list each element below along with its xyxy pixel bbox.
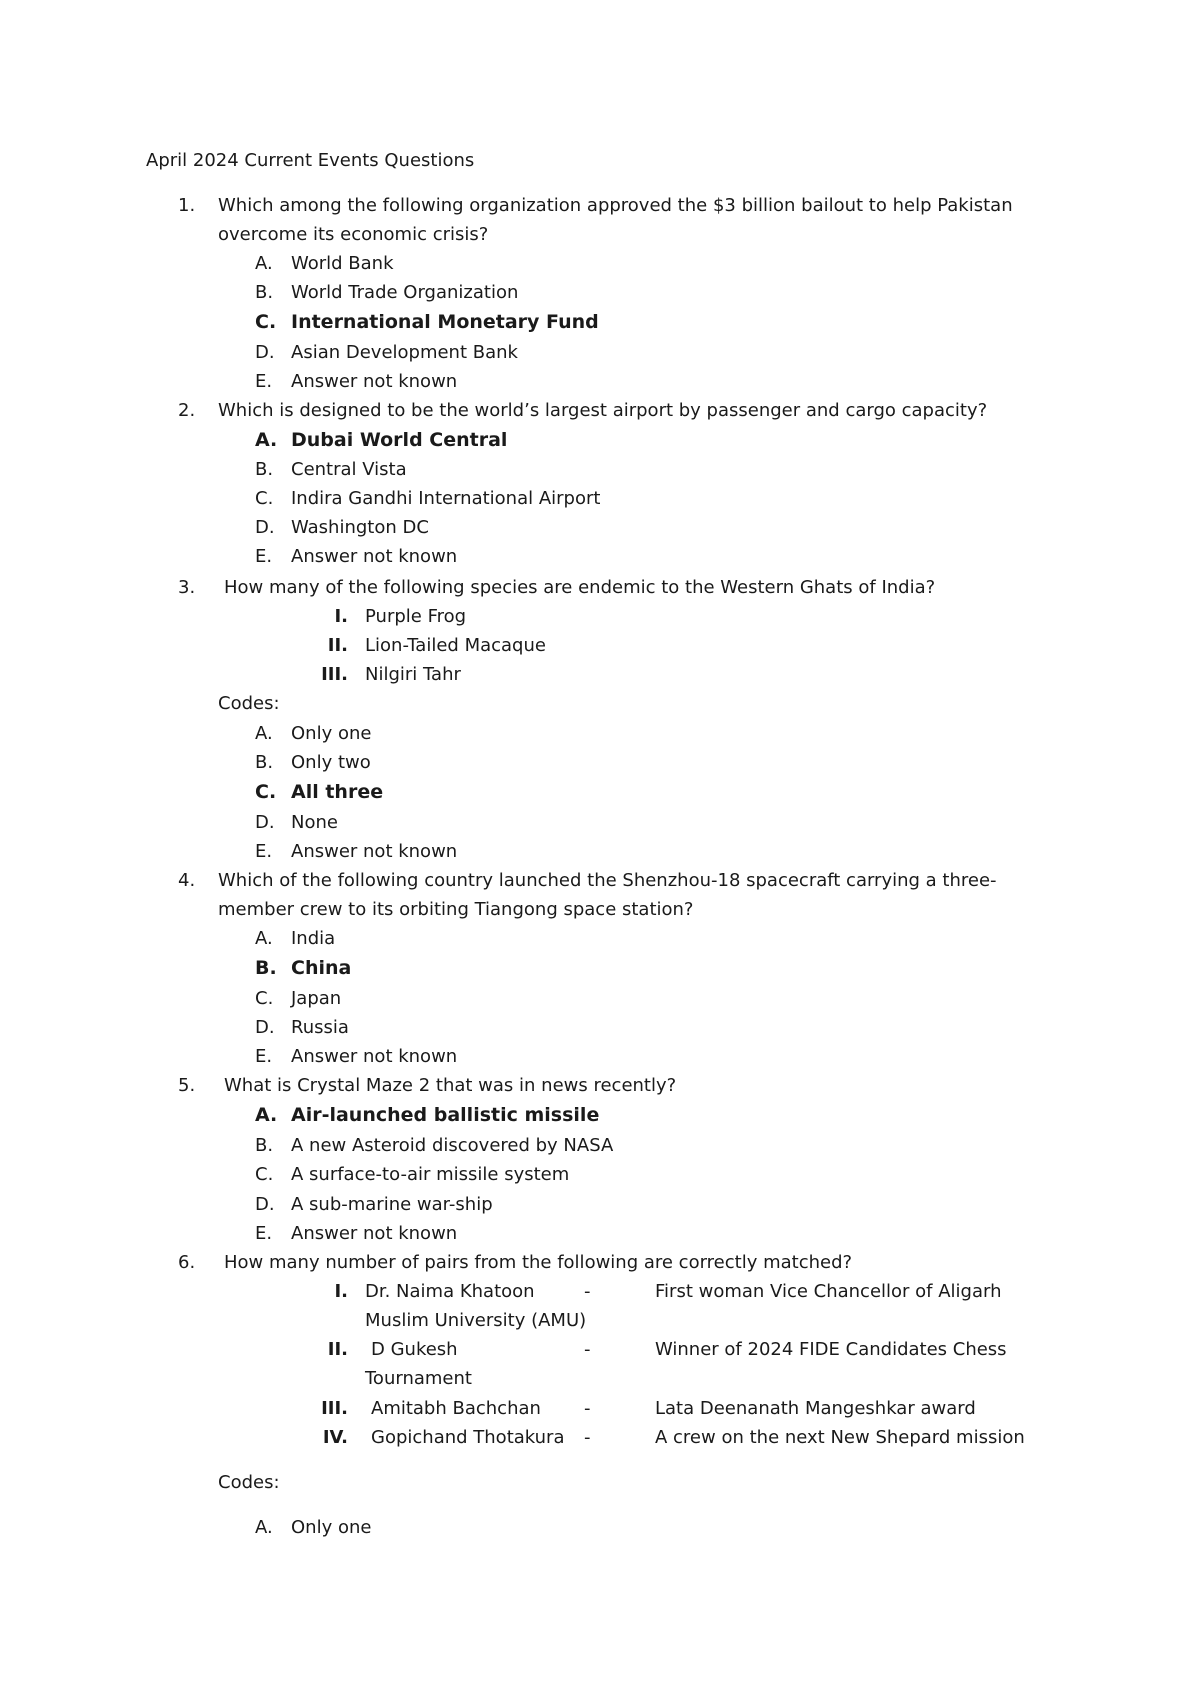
q4-option-d-letter: D. <box>255 1017 275 1038</box>
document-title: April 2024 Current Events Questions <box>146 150 475 171</box>
q3-option-c-letter: C. <box>255 781 277 803</box>
q5-option-a-letter: A. <box>255 1104 278 1126</box>
q2-option-c-letter: C. <box>255 488 274 509</box>
q2-option-d-letter: D. <box>255 517 275 538</box>
q6-pair-i-dash: - <box>584 1281 591 1302</box>
q5-option-e: Answer not known <box>291 1223 458 1244</box>
q3-item-i: Purple Frog <box>365 606 467 627</box>
q3-text-line1: How many of the following species are endemic to the Western Ghats of India? <box>224 577 936 598</box>
q2-option-e: Answer not known <box>291 546 458 567</box>
q3-option-d-letter: D. <box>255 812 275 833</box>
q6-pair-iii-numeral: III. <box>321 1398 348 1419</box>
q6-pair-ii-name-line2: Tournament <box>365 1368 472 1389</box>
q3-option-a: Only one <box>291 723 372 744</box>
q1-text-line1: Which among the following organization approved the $3 billion bailout to help Pakistan <box>218 195 1013 216</box>
q1-option-a: World Bank <box>291 253 394 274</box>
q6-pair-i-desc: First woman Vice Chancellor of Aligarh <box>655 1281 1002 1302</box>
q3-option-a-letter: A. <box>255 723 273 744</box>
q2-option-b: Central Vista <box>291 459 407 480</box>
q6-pair-i-name: Dr. Naima Khatoon <box>365 1281 535 1302</box>
q4-option-b-letter: B. <box>255 957 277 979</box>
q2-option-d: Washington DC <box>291 517 429 538</box>
q6-pair-i-numeral: I. <box>334 1281 348 1302</box>
q5-option-b: A new Asteroid discovered by NASA <box>291 1135 614 1156</box>
q1-option-d: Asian Development Bank <box>291 342 518 363</box>
q3-option-e: Answer not known <box>291 841 458 862</box>
q6-pair-ii-dash: - <box>584 1339 591 1360</box>
q5-option-c: A surface-to-air missile system <box>291 1164 570 1185</box>
q2-option-a-letter: A. <box>255 429 278 451</box>
q5-option-a-answer: Air-launched ballistic missile <box>291 1104 600 1126</box>
q1-option-c-letter: C. <box>255 311 277 333</box>
q3-option-b-letter: B. <box>255 752 274 773</box>
q6-pair-i-name-line2: Muslim University (AMU) <box>365 1310 587 1331</box>
q3-option-c-answer: All three <box>291 781 384 803</box>
q1-option-e: Answer not known <box>291 371 458 392</box>
q6-number: 6. <box>178 1252 196 1273</box>
q3-number: 3. <box>178 577 196 598</box>
q3-option-d: None <box>291 812 338 833</box>
q3-codes-label: Codes: <box>218 693 280 714</box>
q6-pair-iii-dash: - <box>584 1398 591 1419</box>
q6-pair-iv-dash: - <box>584 1427 591 1448</box>
q4-option-a: India <box>291 928 336 949</box>
q6-pair-iv-desc: A crew on the next New Shepard mission <box>655 1427 1025 1448</box>
q3-item-ii-numeral: II. <box>327 635 348 656</box>
q6-pair-iv-numeral: IV. <box>322 1427 348 1448</box>
q4-option-c: Japan <box>291 988 342 1009</box>
q6-pair-ii-numeral: II. <box>327 1339 348 1360</box>
q1-option-b: World Trade Organization <box>291 282 519 303</box>
q6-text-line1: How many number of pairs from the following are correctly matched? <box>224 1252 853 1273</box>
q5-option-d: A sub-marine war-ship <box>291 1194 493 1215</box>
q5-text-line1: What is Crystal Maze 2 that was in news recently? <box>224 1075 677 1096</box>
q6-codes-label: Codes: <box>218 1472 280 1493</box>
q3-option-e-letter: E. <box>255 841 273 862</box>
q6-option-a: Only one <box>291 1517 372 1538</box>
q4-option-e-letter: E. <box>255 1046 273 1067</box>
q5-number: 5. <box>178 1075 196 1096</box>
q6-pair-ii-desc: Winner of 2024 FIDE Candidates Chess <box>655 1339 1007 1360</box>
q1-option-e-letter: E. <box>255 371 273 392</box>
q2-text-line1: Which is designed to be the world’s largest airport by passenger and cargo capacity? <box>218 400 988 421</box>
q6-pair-iii-name: Amitabh Bachchan <box>371 1398 541 1419</box>
q3-item-ii: Lion-Tailed Macaque <box>365 635 546 656</box>
q2-option-e-letter: E. <box>255 546 273 567</box>
q1-option-b-letter: B. <box>255 282 274 303</box>
q1-text-line2: overcome its economic crisis? <box>218 224 489 245</box>
q6-pair-iv-name: Gopichand Thotakura <box>371 1427 565 1448</box>
q3-item-i-numeral: I. <box>334 606 348 627</box>
q6-pair-iii-desc: Lata Deenanath Mangeshkar award <box>655 1398 976 1419</box>
q1-option-a-letter: A. <box>255 253 273 274</box>
q5-option-d-letter: D. <box>255 1194 275 1215</box>
q2-option-a-answer: Dubai World Central <box>291 429 508 451</box>
q3-item-iii: Nilgiri Tahr <box>365 664 461 685</box>
q4-option-c-letter: C. <box>255 988 274 1009</box>
q1-option-c-answer: International Monetary Fund <box>291 311 599 333</box>
q5-option-c-letter: C. <box>255 1164 274 1185</box>
q3-option-b: Only two <box>291 752 371 773</box>
q6-pair-ii-name: D Gukesh <box>371 1339 458 1360</box>
q4-option-b-answer: China <box>291 957 352 979</box>
q2-option-b-letter: B. <box>255 459 274 480</box>
q3-item-iii-numeral: III. <box>321 664 348 685</box>
q5-option-e-letter: E. <box>255 1223 273 1244</box>
q2-option-c: Indira Gandhi International Airport <box>291 488 601 509</box>
q5-option-b-letter: B. <box>255 1135 274 1156</box>
q6-option-a-letter: A. <box>255 1517 273 1538</box>
q1-number: 1. <box>178 195 196 216</box>
q4-number: 4. <box>178 870 196 891</box>
q4-option-d: Russia <box>291 1017 349 1038</box>
q4-option-a-letter: A. <box>255 928 273 949</box>
q1-option-d-letter: D. <box>255 342 275 363</box>
q2-number: 2. <box>178 400 196 421</box>
q4-text-line2: member crew to its orbiting Tiangong space station? <box>218 899 694 920</box>
q4-text-line1: Which of the following country launched the Shenzhou-18 spacecraft carrying a three- <box>218 870 997 891</box>
q4-option-e: Answer not known <box>291 1046 458 1067</box>
